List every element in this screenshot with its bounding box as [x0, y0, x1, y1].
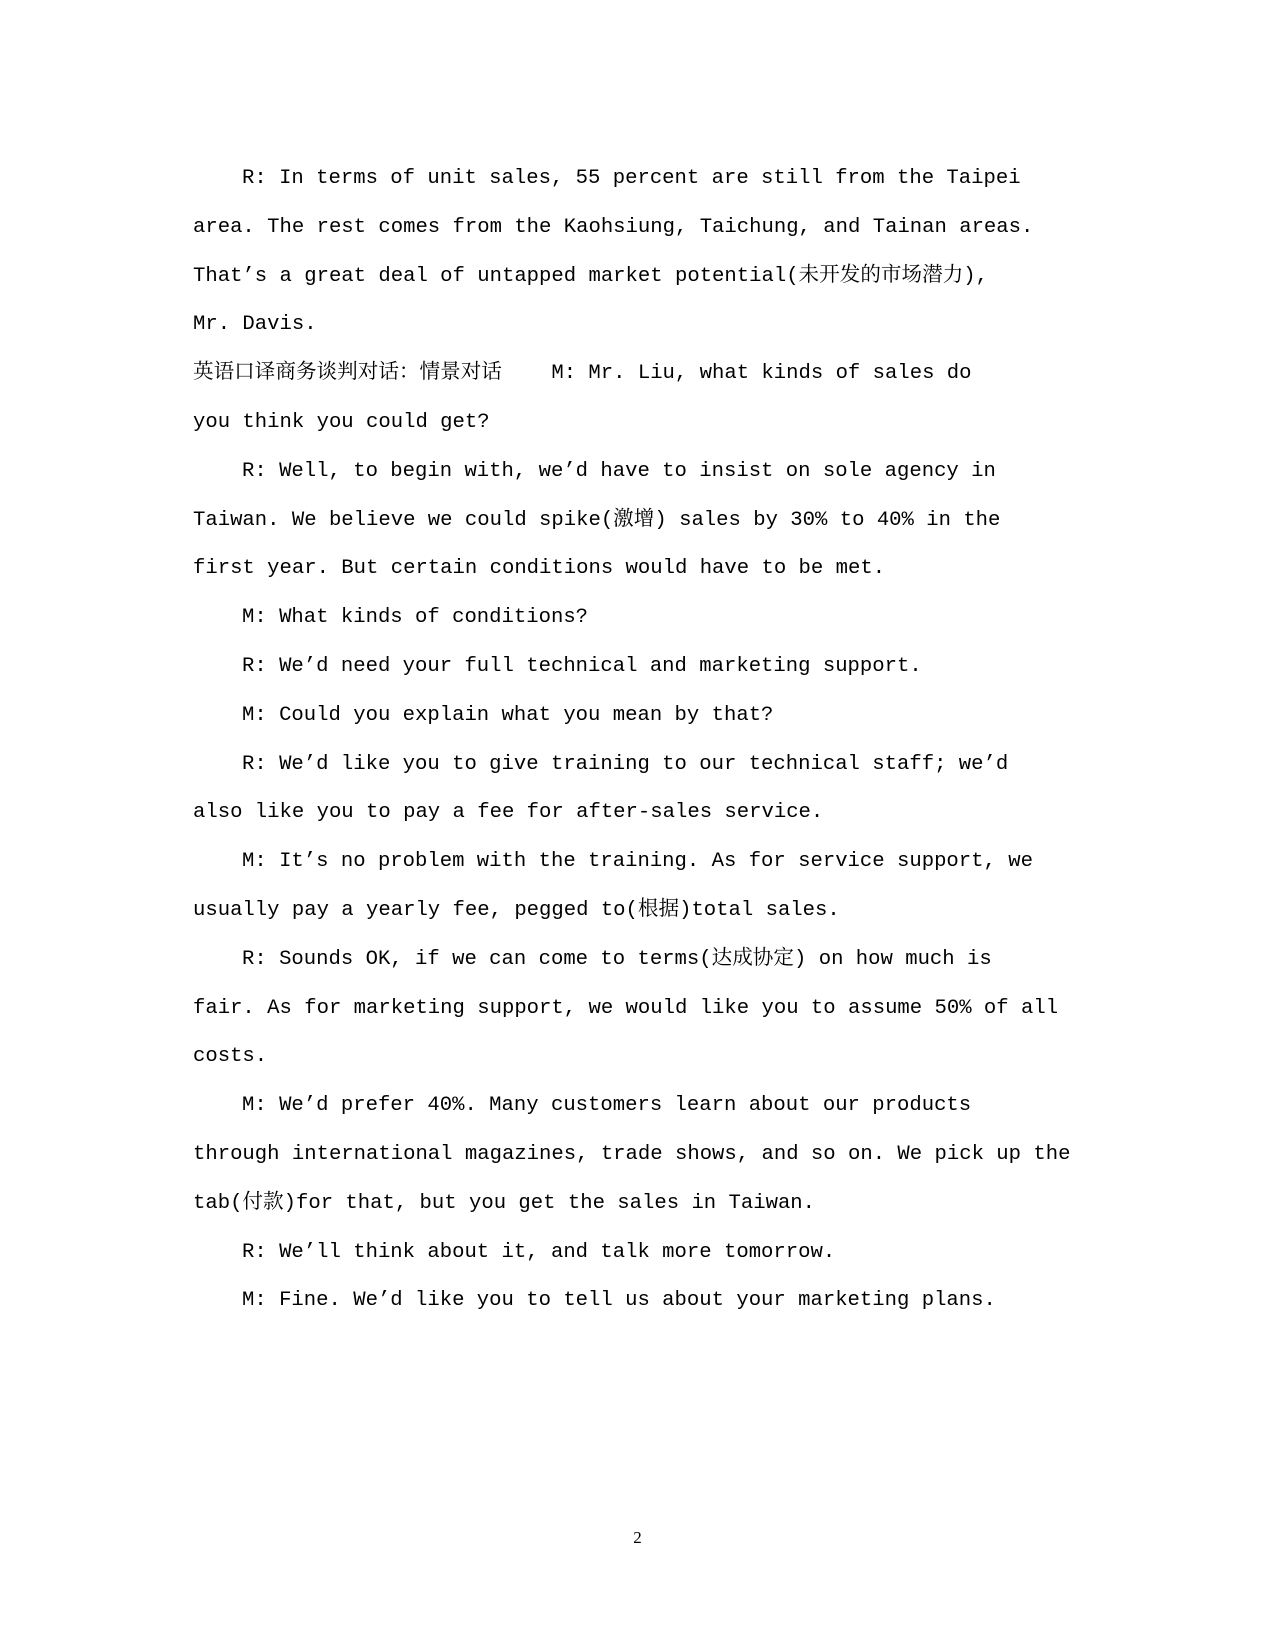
- text-line: R: We’ll think about it, and talk more tomorrow.: [242, 1240, 836, 1264]
- dialogue-paragraph: [193, 594, 1193, 643]
- dialogue-paragraph: [193, 1229, 1193, 1278]
- text-line: M: It’s no problem with the training. As for service support, we: [242, 850, 1033, 874]
- dialogue-paragraph: [193, 350, 1193, 448]
- dialogue-paragraph: [193, 1277, 1193, 1326]
- text-line: also like you to pay a fee for after-sales service.: [193, 801, 824, 825]
- text-line: R: We’d need your full technical and marketing support.: [242, 654, 922, 678]
- text-line: first year. But certain conditions would have to be met.: [193, 557, 886, 581]
- text-line: fair. As for marketing support, we would like you to assume 50% of all: [193, 996, 1059, 1020]
- text-line: R: Sounds OK, if we can come to terms(达成协定) on how much is: [242, 947, 992, 971]
- text-line: M: Fine. We’d like you to tell us about your marketing plans.: [242, 1289, 996, 1313]
- page-number: 2: [633, 1528, 642, 1547]
- text-line: M: We’d prefer 40%. Many customers learn about our products: [242, 1094, 972, 1118]
- dialogue-paragraph: [193, 448, 1193, 594]
- text-line: usually pay a yearly fee, pegged to(根据)total sales.: [193, 898, 840, 922]
- text-line: R: We’d like you to give training to our technical staff; we’d: [242, 752, 1009, 776]
- text-line: M: Could you explain what you mean by that?: [242, 703, 774, 727]
- dialogue-paragraph: [193, 838, 1193, 936]
- dialogue-paragraph: [193, 643, 1193, 692]
- text-line: through international magazines, trade shows, and so on. We pick up the: [193, 1142, 1071, 1166]
- text-line: R: Well, to begin with, we’d have to insist on sole agency in: [242, 459, 996, 483]
- dialogue-paragraph: [193, 155, 1193, 350]
- text-line: That’s a great deal of untapped market potential(未开发的市场潜力),: [193, 264, 989, 288]
- text-line: you think you could get?: [193, 410, 490, 434]
- text-line: tab(付款)for that, but you get the sales in Taiwan.: [193, 1191, 816, 1215]
- text-line: 英语口译商务谈判对话：情景对话 M: Mr. Liu, what kinds of sales do: [193, 362, 972, 386]
- text-line: R: In terms of unit sales, 55 percent are still from the Taipei: [242, 167, 1021, 190]
- dialogue-paragraph: [193, 741, 1193, 839]
- text-line: Taiwan. We believe we could spike(激增) sales by 30% to 40% in the: [193, 508, 1001, 532]
- dialogue-paragraph: [193, 1082, 1193, 1228]
- text-line: M: What kinds of conditions?: [242, 606, 589, 630]
- text-line: Mr. Davis.: [193, 313, 317, 337]
- dialogue-paragraph: [193, 692, 1193, 741]
- dialogue-paragraph: [193, 936, 1193, 1082]
- dialogue-body: [193, 155, 1193, 1326]
- text-line: area. The rest comes from the Kaohsiung, Taichung, and Tainan areas.: [193, 215, 1034, 239]
- text-line: costs.: [193, 1045, 268, 1069]
